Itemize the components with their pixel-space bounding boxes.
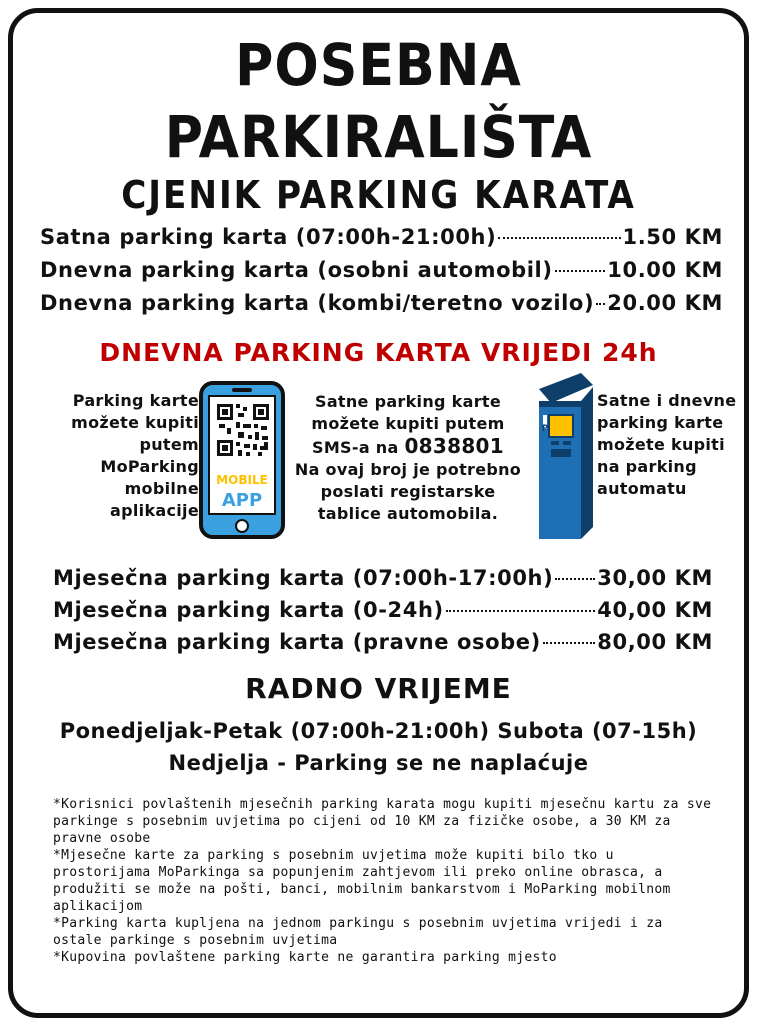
- price-list-subtitle: CJENIK PARKING KARATA: [121, 173, 636, 217]
- dot-leader: [596, 303, 605, 305]
- parking-machine-icon: [529, 371, 599, 549]
- footnote: *Korisnici povlaštenih mjesečnih parking karata mogu kupiti mjesečnu kartu za sve parkinge s posebnim uvjetima po cijeni od 10 KM za fizičke osobe, a 30 KM za pravne osobe: [53, 797, 712, 846]
- footnote: *Parking karta kupljena na jednom parkingu s posebnim uvjetima vrijedi i za ostale parkinge s posebnim uvjetima: [53, 916, 663, 948]
- footnotes: [53, 796, 713, 966]
- qr-code-icon: [217, 404, 269, 456]
- sms-number: 0838801: [404, 434, 504, 458]
- phone-mobile-label: MOBILE: [216, 473, 268, 487]
- price-label: Dnevna parking karta (kombi/teretno vozilo): [40, 291, 595, 315]
- dot-leader: [543, 642, 596, 644]
- price-value: 40,00 KM: [597, 598, 713, 622]
- sunday-hours: Nedjelja - Parking se ne naplaćuje: [168, 751, 589, 775]
- price-sign: [8, 8, 749, 1018]
- sms-text-end: Na ovaj broj je potrebno poslati registarske tablice automobila.: [294, 460, 522, 523]
- price-label: Dnevna parking karta (osobni automobil): [40, 258, 553, 282]
- dot-leader: [446, 610, 596, 612]
- price-value: 10.00 KM: [607, 258, 723, 282]
- price-label: Mjesečna parking karta (pravne osobe): [53, 630, 541, 654]
- price-label: Mjesečna parking karta (0-24h): [53, 598, 444, 622]
- working-hours-title: RADNO VRIJEME: [245, 672, 512, 705]
- app-purchase-text: Parking karte možete kupiti putem MoParking mobilne aplikacije: [71, 391, 199, 520]
- price-label: Satna parking karta (07:00h-21:00h): [40, 225, 497, 249]
- sms-purchase-info: [293, 391, 523, 525]
- sms-text-start: Satne parking karte možete kupiti putem SMS-a na: [311, 392, 505, 457]
- daily-price-row: [40, 225, 723, 249]
- dot-leader: [555, 578, 595, 580]
- dot-leader: [555, 270, 606, 272]
- weekday-hours: Ponedjeljak-Petak (07:00h-21:00h) Subota (07-15h): [59, 719, 698, 743]
- daily-price-row: [40, 291, 723, 315]
- sign-title-line1: POSEBNA: [235, 31, 522, 99]
- price-value: 30,00 KM: [597, 566, 713, 590]
- mobile-phone-icon: [198, 380, 286, 540]
- dot-leader: [498, 237, 620, 239]
- footnote: *Mjesečne karte za parking s posebnim uvjetima može kupiti bilo tko u prostorijama MoParkinga sa popunjenim zahtjevom ili preko online obrasca, a produžiti se može na pošti, banci, mobilnim bankarstvom i MoParking mobilnom aplikacijom: [53, 848, 671, 914]
- price-value: 80,00 KM: [597, 630, 713, 654]
- price-label: Mjesečna parking karta (07:00h-17:00h): [53, 566, 554, 590]
- phone-app-label: APP: [221, 490, 263, 511]
- machine-purchase-text: Satne i dnevne parking karte možete kupiti na parking automatu: [597, 391, 737, 498]
- machine-p-label: P: [541, 424, 549, 434]
- validity-note: DNEVNA PARKING KARTA VRIJEDI 24h: [99, 338, 658, 367]
- price-value: 20.00 KM: [607, 291, 723, 315]
- sign-title-line2: PARKIRALIŠTA: [164, 103, 593, 171]
- monthly-price-row: [53, 630, 713, 654]
- daily-price-row: [40, 258, 723, 282]
- monthly-price-row: [53, 566, 713, 590]
- footnote: *Kupovina povlaštene parking karte ne garantira parking mjesto: [53, 950, 557, 965]
- price-value: 1.50 KM: [622, 225, 723, 249]
- monthly-price-row: [53, 598, 713, 622]
